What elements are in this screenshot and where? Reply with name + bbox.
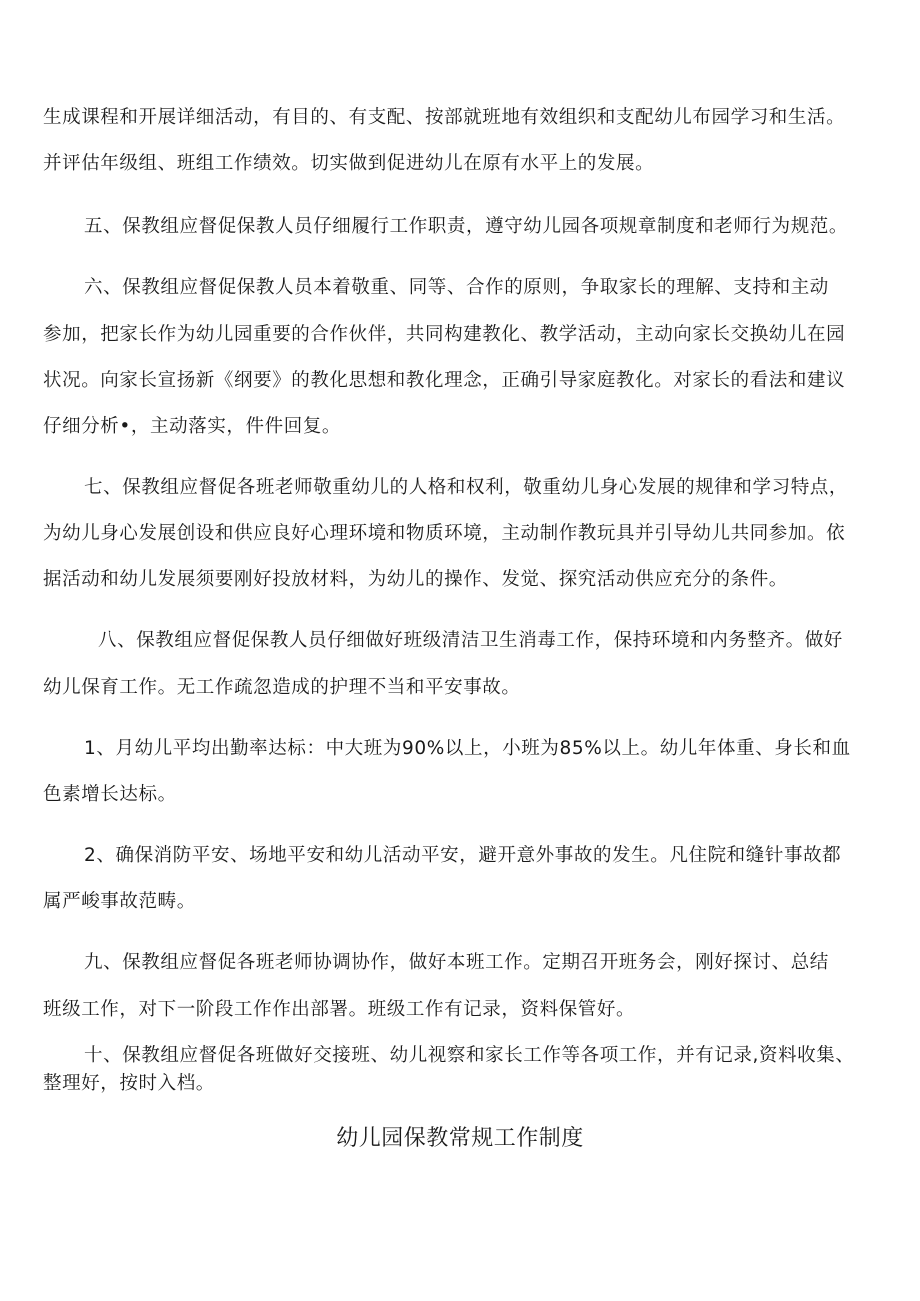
text-line: 整理好，按时入档。 [43, 1073, 215, 1094]
text-line: 生成课程和开展详细活动，有目的、有支配、按部就班地有效组织和支配幼儿布园学习和生活。 [43, 107, 846, 128]
text-line: 为幼儿身心发展创设和供应良好心理环境和物质环境，主动制作教玩具并引导幼儿共同参加。依 [43, 523, 846, 544]
text-line: 1、月幼儿平均出勤率达标：中大班为90%以上，小班为85%以上。幼儿年体重、身长和血 [84, 738, 851, 759]
text-line: 七、保教组应督促各班老师敬重幼儿的人格和权利，敬重幼儿身心发展的规律和学习特点， [84, 477, 849, 498]
text-line: 色素增长达标。 [43, 784, 177, 805]
text-line: 六、保教组应督促保教人员本着敬重、同等、合作的原则，争取家长的理解、支持和主动 [84, 277, 829, 298]
text-line: 九、保教组应督促各班老师协调协作，做好本班工作。定期召开班务会，刚好探讨、总结 [84, 952, 829, 973]
text-line: 班级工作，对下一阶段工作作出部署。班级工作有记录，资料保管好。 [43, 999, 636, 1020]
text-line: 据活动和幼儿发展须要刚好投放材料，为幼儿的操作、发觉、探究活动供应充分的条件。 [43, 569, 788, 590]
text-line: 幼儿保育工作。无工作疏忽造成的护理不当和平安事故。 [43, 677, 521, 698]
text-line: 2、确保消防平安、场地平安和幼儿活动平安，避开意外事故的发生。凡住院和缝针事故都 [84, 845, 842, 866]
text-line: 并评估年级组、班组工作绩效。切实做到促进幼儿在原有水平上的发展。 [43, 153, 655, 174]
text-line: 参加，把家长作为幼儿园重要的合作伙伴，共同构建教化、教学活动，主动向家长交换幼儿在园 [43, 324, 846, 345]
text-line: 仔细分析•，主动落实，件件回复。 [43, 416, 342, 437]
text-line: 状况。向家长宣扬新《纲要》的教化思想和教化理念，正确引导家庭教化。对家长的看法和建议 [43, 370, 846, 391]
text-line: 十、保教组应督促各班做好交接班、幼儿视察和家长工作等各项工作，并有记录,资料收集、 [84, 1045, 855, 1066]
section-title: 幼儿园保教常规工作制度 [336, 1126, 584, 1151]
text-line: 五、保教组应督促保教人员仔细履行工作职责，遵守幼儿园各项规章制度和老师行为规范。 [84, 216, 849, 237]
text-line: 八、保教组应督促保教人员仔细做好班级清洁卫生消毒工作，保持环境和内务整齐。做好 [98, 630, 843, 651]
text-line: 属严峻事故范畴。 [43, 891, 196, 912]
